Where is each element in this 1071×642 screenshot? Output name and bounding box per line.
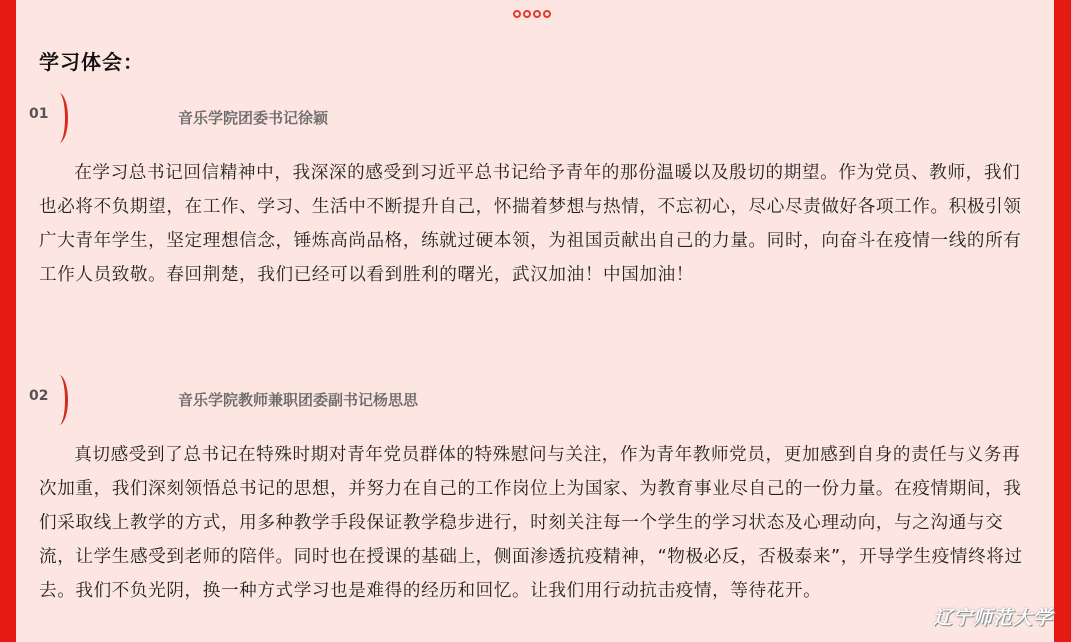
entry-title-2: 音乐学院教师兼职团委副书记杨思思 — [178, 391, 419, 409]
right-red-border — [1054, 0, 1071, 642]
watermark-logo: 辽宁师范大学 — [932, 607, 1053, 629]
dot-2 — [523, 10, 531, 18]
dot-4 — [543, 10, 551, 18]
entry-number-2: 02 — [29, 388, 49, 404]
decorative-dots — [513, 10, 551, 18]
dot-1 — [513, 10, 521, 18]
left-red-border — [0, 0, 16, 642]
entry-body-2: 真切感受到了总书记在特殊时期对青年党员群体的特殊慰问与关注，作为青年教师党员，更加感到自身的责任与义务再次加重，我们深刻领悟总书记的思想，并努力在自己的工作岗位上为国家、为教育事业尽自己的一份力量。在疫情期间，我们采取线上教学的方式，用多种教学手段保证教学稳步进行，时刻关注每一个学生的学习状态及心理动向，与之沟通与交流，让学生感受到老师的陪伴。同时也在授课的基础上，侧面渗透抗疫精神，“物极必反，否极泰来”，开导学生疫情终将过去。我们不负光阴，换一种方式学习也是难得的经历和回忆。让我们用行动抗击疫情，等待花开。 — [39, 445, 1023, 601]
entry-title-1: 音乐学院团委书记徐颖 — [178, 109, 329, 127]
bracket-icon — [50, 93, 68, 143]
entry-number-1: 01 — [29, 106, 49, 122]
entry-body-1: 在学习总书记回信精神中，我深深的感受到习近平总书记给予青年的那份温暖以及殷切的期望。作为党员、教师，我们也必将不负期望，在工作、学习、生活中不断提升自己，怀揣着梦想与热情，不忘初心，尽心尽责做好各项工作。积极引领广大青年学生，坚定理想信念，锤炼高尚品格，练就过硬本领，为祖国贡献出自己的力量。同时，向奋斗在疫情一线的所有工作人员致敬。春回荆楚，我们已经可以看到胜利的曙光，武汉加油！中国加油！ — [39, 163, 1022, 285]
section-heading: 学习体会： — [39, 50, 144, 74]
bracket-icon — [50, 375, 68, 425]
dot-3 — [533, 10, 541, 18]
